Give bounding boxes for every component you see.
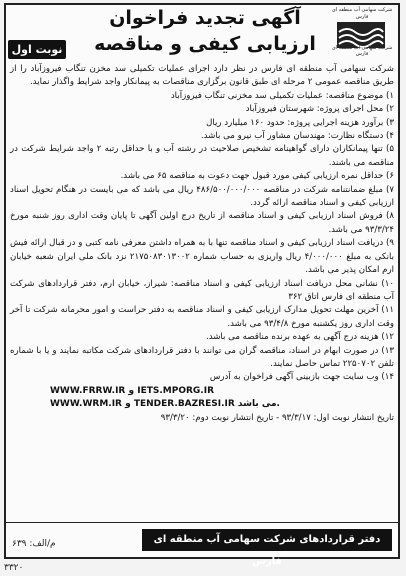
notice-item: ۴) دستگاه نظارت: مهندسان مشاور آب نیرو می باشد. — [200, 131, 394, 142]
notice-subtitle: ارزیابی کیفی و مناقصه — [94, 33, 316, 55]
intro-paragraph: شرکت سهامی آب منطقه ای فارس در نظر دارد اجرای عملیات تکمیلی سد مخزن تنگاب فیروزآباد را از طریق مناقصه عمومی ۲ مرحله ای طبق قانون برگزاری مناقصات به پیمانکار واجد شرایط واگذار نماید. — [10, 64, 394, 88]
notice-item: ۹) دریافت اسناد ارزیابی کیفی و اسناد مناقصه تنها با به همراه داشتن معرفی نامه کتبی و در قبال ارائه فیش بانکی به مبلغ ۴/۰۰۰/۰۰۰ ریال واریزی به حساب شماره ۲۱۷۵۰۸۳۰۱۳۰۰۲ نزد بانک ملی ایران شعبه خیابان ارم امکان پذیر می باشد. — [10, 238, 395, 276]
website-line: WWW.FRRW.IR و IETS.MPORG.IR — [50, 385, 214, 396]
notice-body — [10, 63, 394, 525]
notice-header — [6, 5, 398, 61]
notice-item: ۲) محل اجرای پروژه: شهرستان فیروزآباد — [245, 104, 394, 115]
notice-item: ۱۰) نشانی محل دریافت اسناد ارزیابی کیفی و اسناد مناقصه: شیراز، خیابان ارم، دفتر قراردادهای شرکت آب منطقه ای فارس اتاق ۳۶۲ — [10, 278, 394, 302]
notice-item: ۶) حداقل نمره ارزیابی کیفی مورد قبول جهت دعوت به مناقصه ۶۵ می باشد. — [120, 171, 394, 182]
logo-top-text: شرکت سهامی آب منطقه ای فارس — [331, 7, 393, 20]
page-number: ۳۳۲۰ — [4, 563, 24, 573]
notice-item: ۱۱) آخرین مهلت تحویل مدارک ارزیابی کیفی و اسناد مناقصه به دفتر حراست و امور محرمانه شرکت تا آخر وقت اداری روز یکشنبه مورخ ۹۳/۴/۸ می باشد. — [10, 305, 394, 329]
publication-dates: تاریخ انتشار نوبت اول: ۹۳/۳/۱۷ - تاریخ انتشار نوبت دوم: ۹۳/۳/۲۰ — [160, 412, 394, 423]
notice-item: ۳) برآورد هزینه اجرایی پروژه: حدود ۱۶۰ میلیارد ریال — [206, 117, 394, 128]
notice-item: ۱) موضوع مناقصه: عملیات تکمیلی سد مخزنی تنگاب فیروزآباد — [170, 90, 394, 101]
notice-item: ۱۴) وب سایت جهت بازبینی آگهی فراخوان به آدرس — [209, 372, 394, 383]
website-line: WWW.WRM.IR و TENDER.BAZRESI.IR می باشد. — [50, 399, 280, 410]
office-signature: دفتر قراردادهای شرکت سهامی آب منطقه ای فارس — [142, 529, 392, 551]
notice-item: ۷) مبلغ ضمانتنامه شرکت در مناقصه ۴۸۶/۵۰۰/۰۰۰/۰۰۰ ریال می باشد که می بایست در هنگام تحویل اسناد ارزیابی کیفی و اسناد مناقصه ارائه گردد. — [10, 184, 395, 209]
notice-item: ۵) تنها پیمانکاران دارای گواهینامه تشخیص صلاحیت در رشته آب و با حداقل رتبه ۲ واجد شرایط شرکت در مناقصه می باشند. — [10, 144, 395, 168]
notice-item: ۱۳) در صورت ابهام در اسناد، مناقصه گران می توانند با دفتر قراردادهای شرکت مکاتبه نمایند و یا با شماره تلفن ۲۲۵۰۷۰۲ تماس حاصل نمایند. — [10, 345, 394, 369]
notice-item: ۸) فروش اسناد ارزیابی کیفی و اسناد مناقصه از تاریخ درج اولین آگهی تا پایان وقت اداری روز شنبه مورخ ۹۳/۳/۲۴ می باشد. — [10, 211, 394, 235]
round-badge: نوبت اول — [8, 40, 66, 59]
company-logo — [329, 7, 395, 57]
notice-title: آگهی تجدید فراخوان — [109, 7, 301, 29]
notice-item: ۱۲) هزینه درج آگهی به عهده برنده مناقصه می باشد. — [205, 332, 394, 343]
reference-code: م/الف: ۶۳۹ — [12, 539, 56, 549]
notice-footer — [6, 522, 398, 567]
notice-frame — [4, 3, 400, 567]
logo-bottom-text: شرکت سهامی آب منطقه ای فارس — [331, 45, 393, 57]
